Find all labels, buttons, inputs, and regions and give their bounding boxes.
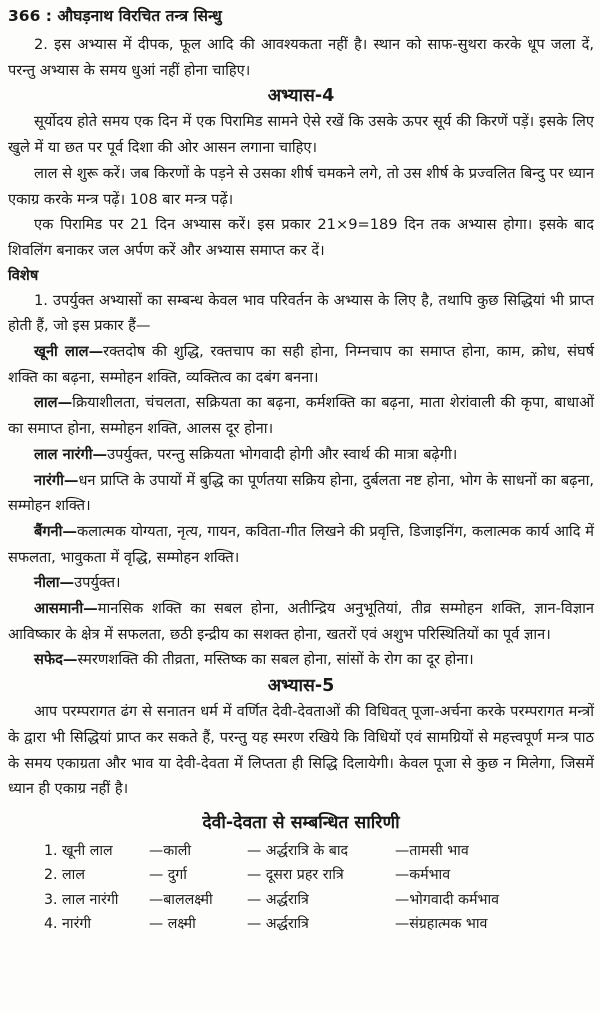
table-cell-color: 2. लाल xyxy=(44,867,85,884)
table-cell-deity: —काली xyxy=(149,842,192,859)
color-item xyxy=(8,596,594,647)
color-item-key: लाल नारंगी— xyxy=(34,445,108,463)
color-item xyxy=(8,390,594,441)
color-item-key: आसमानी— xyxy=(34,600,98,618)
table-cell-bhav: —भोगवादी कर्मभाव xyxy=(395,891,500,908)
table-cell-time: — अर्द्धरात्रि के बाद xyxy=(247,842,349,859)
abhyas-4-paragraph-3: एक पिरामिड पर 21 दिन अभ्यास करें। इस प्रकार 21×9=189 दिन तक अभ्यास होगा। इसके बाद शिवलिंग बनाकर जल अर्पण करें और अभ्यास समाप्त कर दें। xyxy=(8,216,594,259)
color-item xyxy=(8,468,594,519)
color-item xyxy=(8,570,594,596)
abhyas-5-heading: अभ्यास-5 xyxy=(267,676,335,697)
color-item-key: नारंगी— xyxy=(34,471,79,489)
table-row xyxy=(44,838,555,863)
intro-paragraph: 2. इस अभ्यास में दीपक, फूल आदि की आवश्यकता नहीं है। स्थान को साफ-सुथरा करके धूप जला दें, परन्तु अभ्यास के समय धुआं नहीं होना चाहिए। xyxy=(8,36,594,79)
table-cell-color: 3. लाल नारंगी xyxy=(44,891,119,908)
color-item-text: उपर्युक्त। xyxy=(74,574,121,592)
table-cell-time: — अर्द्धरात्रि xyxy=(247,891,309,908)
color-item xyxy=(8,519,594,570)
table-row xyxy=(44,887,555,912)
table-row xyxy=(44,911,555,936)
color-item xyxy=(8,442,594,468)
color-item-text: क्रियाशीलता, चंचलता, सक्रियता का बढ़ना, कर्मशक्ति का बढ़ना, माता शेरांवाली की कृपा, बाधाओं का समाप्त होना, सम्मोहन शक्ति, आलस दूर होना। xyxy=(8,394,594,438)
table-cell-color: 4. नारंगी xyxy=(44,916,92,933)
vishesh-paragraph: 1. उपर्युक्त अभ्यासों का सम्बन्ध केवल भाव परिवर्तन के अभ्यास के लिए है, तथापि कुछ सिद्धियां भी प्राप्त होती हैं, जो इस प्रकार हैं— xyxy=(8,291,594,335)
table-cell-deity: — दुर्गा xyxy=(149,867,187,884)
table-cell-color: 1. खूनी लाल xyxy=(44,842,113,859)
table-row xyxy=(44,862,555,887)
table-title: देवी-देवता से सम्बन्धित सारिणी xyxy=(202,812,400,833)
deity-table xyxy=(44,838,555,936)
color-item-text: उपर्युक्त, परन्तु सक्रियता भोगवादी होगी और स्वार्थ की मात्रा बढ़ेगी। xyxy=(107,445,458,463)
color-item-key: लाल— xyxy=(34,394,73,412)
table-cell-time: — अर्द्धरात्रि xyxy=(247,916,309,933)
table-cell-bhav: —तामसी भाव xyxy=(395,842,469,859)
table-cell-bhav: —कर्मभाव xyxy=(395,867,451,884)
color-item xyxy=(8,647,594,673)
color-item-text: स्मरणशक्ति की तीव्रता, मस्तिष्क का सबल होना, सांसों के रोग का दूर होना। xyxy=(77,651,474,669)
color-item-text: मानसिक शक्ति का सबल होना, अतीन्द्रिय अनुभूतियां, तीव्र सम्मोहन शक्ति, ज्ञान-विज्ञान आविष्कार के क्षेत्र में सफलता, छठी इन्द्रीय का सशक्त होना, खतरों एवं अशुभ परिस्थितियों का पूर्व ज्ञान। xyxy=(8,600,594,643)
color-item-key: नीला— xyxy=(34,574,75,592)
table-cell-deity: — लक्ष्मी xyxy=(149,916,196,933)
color-item-key: सफेद— xyxy=(34,651,78,669)
color-item-text: कलात्मक योग्यता, नृत्य, गायन, कविता-गीत लिखने की प्रवृत्ति, डिजाइनिंग, कलात्मक कार्य आदि में सफलता, भावुकता में वृद्धि, सम्मोहन शक्ति। xyxy=(8,522,594,566)
abhyas-4-paragraph-2: लाल से शुरू करें। जब किरणों के पड़ने से उसका शीर्ष चमकने लगे, तो उस शीर्ष के प्रज्वलित बिन्दु पर ध्यान एकाग्र करके मन्त्र पढ़ें। 108 बार मन्त्र पढ़ें। xyxy=(8,164,594,208)
table-cell-deity: —बाललक्ष्मी xyxy=(149,891,213,908)
color-item-key: बैंगनी— xyxy=(34,522,78,540)
color-item-key: खूनी लाल— xyxy=(34,343,104,361)
color-item xyxy=(8,339,594,390)
table-cell-time: — दूसरा प्रहर रात्रि xyxy=(247,867,344,884)
color-item-text: धन प्राप्ति के उपायों में बुद्धि का पूर्णतया सक्रिय होना, दुर्बलता नष्ट होना, भोग के साधनों का बढ़ना, सम्मोहन शक्ति। xyxy=(8,471,594,515)
abhyas-4-heading: अभ्यास-4 xyxy=(267,86,335,107)
page-header: 366 : औघड़नाथ विरचित तन्त्र सिन्धु xyxy=(8,7,222,25)
vishesh-heading: विशेष xyxy=(8,266,39,284)
abhyas-5-paragraph: आप परम्परागत ढंग से सनातन धर्म में वर्णित देवी-देवताओं की विधिवत् पूजा-अर्चना करके परम्परागत मन्त्रों के द्वारा भी सिद्धियां प्राप्त कर सकते हैं, परन्तु यह स्मरण रखिये कि विधियों एवं सामग्रियों से महत्त्वपूर्ण मन्त्र पाठ के समय एकाग्रता और भाव या देवी-देवता में लिप्तता ही सिद्धि दिलायेगी। केवल पूजा से कुछ न मिलेगा, जिसमें ध्यान ही एकाग्र नहीं है। xyxy=(8,703,594,798)
abhyas-4-paragraph-1: सूर्योदय होते समय एक दिन में एक पिरामिड सामने ऐसे रखें कि उसके ऊपर सूर्य की किरणें पड़ें। इसके लिए खुले में या छत पर पूर्व दिशा की ओर आसन लगाना चाहिए। xyxy=(8,113,594,157)
color-item-text: रक्तदोष की शुद्धि, रक्तचाप का सही होना, निम्नचाप का समाप्त होना, काम, क्रोध, संघर्ष शक्ति का बढ़ना, सम्मोहन शक्ति, व्यक्तित्व का दबंग बनना। xyxy=(8,343,595,386)
table-cell-bhav: —संग्रहात्मक भाव xyxy=(395,916,488,933)
